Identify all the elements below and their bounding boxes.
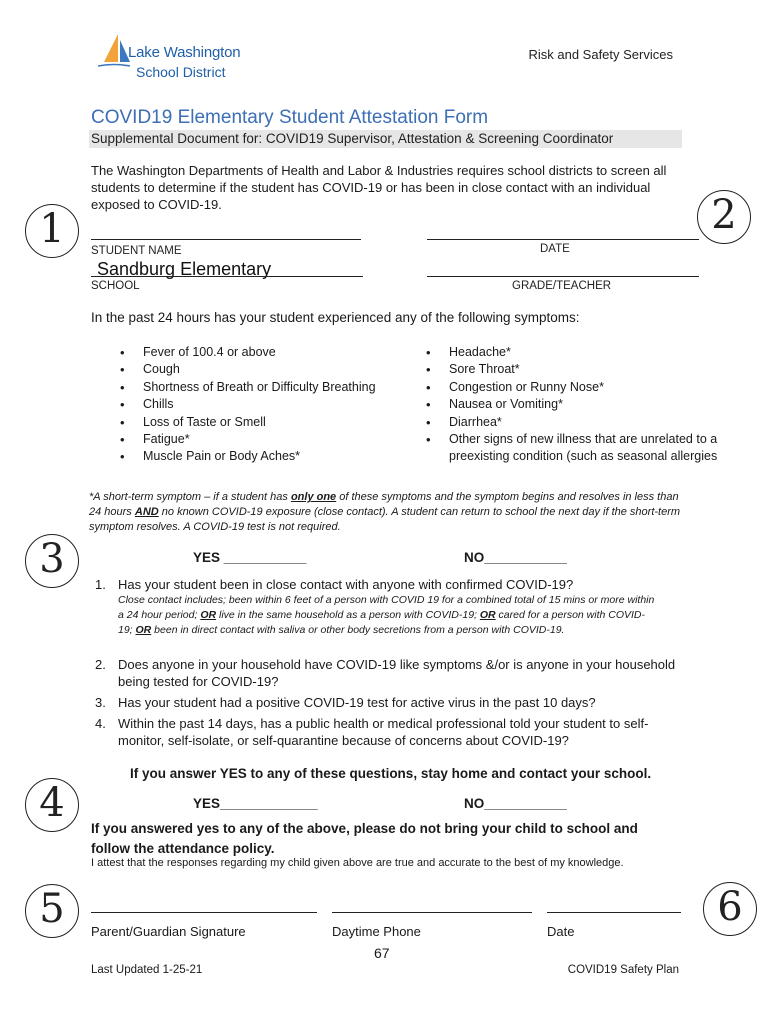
symptom-item: • Nausea or Vomiting* — [422, 396, 722, 413]
signature-date-label: Date — [547, 924, 575, 939]
symptom-item: • Cough — [116, 361, 406, 378]
attestation-statement: I attest that the responses regarding my child given above are true and accurate to the best of my knowledge. — [91, 857, 624, 869]
question-4 — [95, 716, 663, 749]
logo-line1: Lake Washington — [128, 44, 241, 61]
symptom-item: • Headache* — [422, 344, 722, 361]
student-name-label: STUDENT NAME — [91, 245, 182, 257]
school-value: Sandburg Elementary — [97, 259, 272, 279]
school-field[interactable] — [91, 276, 363, 277]
date-field[interactable] — [427, 239, 699, 240]
symptoms-list-left — [116, 344, 406, 466]
symptom-item: • Other signs of new illness that are unrelated to a preexisting condition (such as seasonal allergies — [422, 431, 722, 466]
close-contact-note: Close contact includes; been within 6 feet of a person with COVID 19 for a combined total of 15 mins or more within a 24 hour period; OR live in the same household as a person with COVID-19; OR cared for a person with COVID-19; OR been in direct contact with saliva or other body secretions from a person with COVID-19. — [118, 594, 655, 636]
symptom-item: • Fever of 100.4 or above — [116, 344, 406, 361]
form-title: COVID19 Elementary Student Attestation Form — [91, 107, 489, 128]
intro-paragraph: The Washington Departments of Health and Labor & Industries requires school districts to screen all students to determine if the student has COVID-19 or has been in close contact with an individual exposed to COVID-19. — [91, 163, 667, 212]
question-2 — [95, 657, 693, 690]
safety-plan-label: COVID19 Safety Plan — [567, 964, 679, 976]
question-3 — [95, 695, 698, 712]
symptom-item: • Congestion or Runny Nose* — [422, 379, 722, 396]
yes-answer-line-1[interactable]: YES ___________ — [193, 550, 307, 565]
symptom-item: • Chills — [116, 396, 406, 413]
marker-6: 6 — [703, 882, 757, 936]
daytime-phone-field[interactable] — [332, 912, 532, 913]
date-label: DATE — [540, 243, 570, 255]
supplemental-text: Supplemental Document for: COVID19 Supervisor, Attestation & Screening Coordinator — [91, 131, 614, 146]
symptom-item: • Diarrhea* — [422, 414, 722, 431]
guardian-signature-field[interactable] — [91, 912, 317, 913]
symptom-item: • Muscle Pain or Body Aches* — [116, 448, 406, 465]
attendance-warning: If you answered yes to any of the above, please do not bring your child to school and follow the attendance policy. — [91, 821, 638, 856]
question-number: 3. — [95, 695, 106, 710]
department-name: Risk and Safety Services — [528, 47, 673, 62]
question-text: Has your student had a positive COVID-19 test for active virus in the past 10 days? — [118, 695, 596, 710]
no-answer-line-1[interactable]: NO___________ — [464, 550, 567, 565]
marker-2: 2 — [697, 190, 751, 244]
logo-line2: School District — [136, 64, 226, 80]
grade-teacher-field[interactable] — [427, 276, 699, 277]
yes-answer-line-2[interactable]: YES_____________ — [193, 796, 318, 811]
symptom-item: • Fatigue* — [116, 431, 406, 448]
question-number: 1. — [95, 577, 106, 592]
symptoms-question: In the past 24 hours has your student experienced any of the following symptoms: — [91, 310, 580, 325]
student-name-field[interactable] — [91, 239, 361, 240]
signature-date-field[interactable] — [547, 912, 681, 913]
last-updated: Last Updated 1-25-21 — [91, 964, 203, 976]
symptom-item: • Sore Throat* — [422, 361, 722, 378]
question-number: 4. — [95, 716, 106, 731]
guardian-signature-label: Parent/Guardian Signature — [91, 924, 246, 939]
symptoms-list-right — [422, 344, 722, 466]
symptom-item: • Loss of Taste or Smell — [116, 414, 406, 431]
question-text: Does anyone in your household have COVID-19 like symptoms &/or is anyone in your household being tested for COVID-19? — [118, 657, 676, 689]
question-number: 2. — [95, 657, 106, 672]
no-answer-line-2[interactable]: NO___________ — [464, 796, 567, 811]
marker-4: 4 — [25, 778, 79, 832]
symptom-item: • Shortness of Breath or Difficulty Breathing — [116, 379, 406, 396]
marker-1: 1 — [25, 204, 79, 258]
stay-home-notice: If you answer YES to any of these questions, stay home and contact your school. — [130, 766, 652, 781]
short-term-footnote: *A short-term symptom – if a student has only one of these symptoms and the symptom begins and resolves in less than 24 hours AND no known COVID-19 exposure (close contact). A student can return to school the next day if the short-term symptom resolves. A COVID-19 test is not required. — [89, 491, 681, 533]
marker-3: 3 — [25, 534, 79, 588]
school-label: SCHOOL — [91, 280, 140, 292]
grade-teacher-label: GRADE/TEACHER — [512, 280, 612, 292]
page-number: 67 — [374, 945, 390, 961]
question-1 — [95, 577, 698, 594]
question-text: Within the past 14 days, has a public health or medical professional told your student to self-monitor, self-isolate, or self-quarantine because of concerns about COVID-19? — [118, 716, 649, 748]
daytime-phone-label: Daytime Phone — [332, 924, 421, 939]
marker-5: 5 — [25, 884, 79, 938]
question-text: Has your student been in close contact with anyone with confirmed COVID-19? — [118, 577, 574, 592]
